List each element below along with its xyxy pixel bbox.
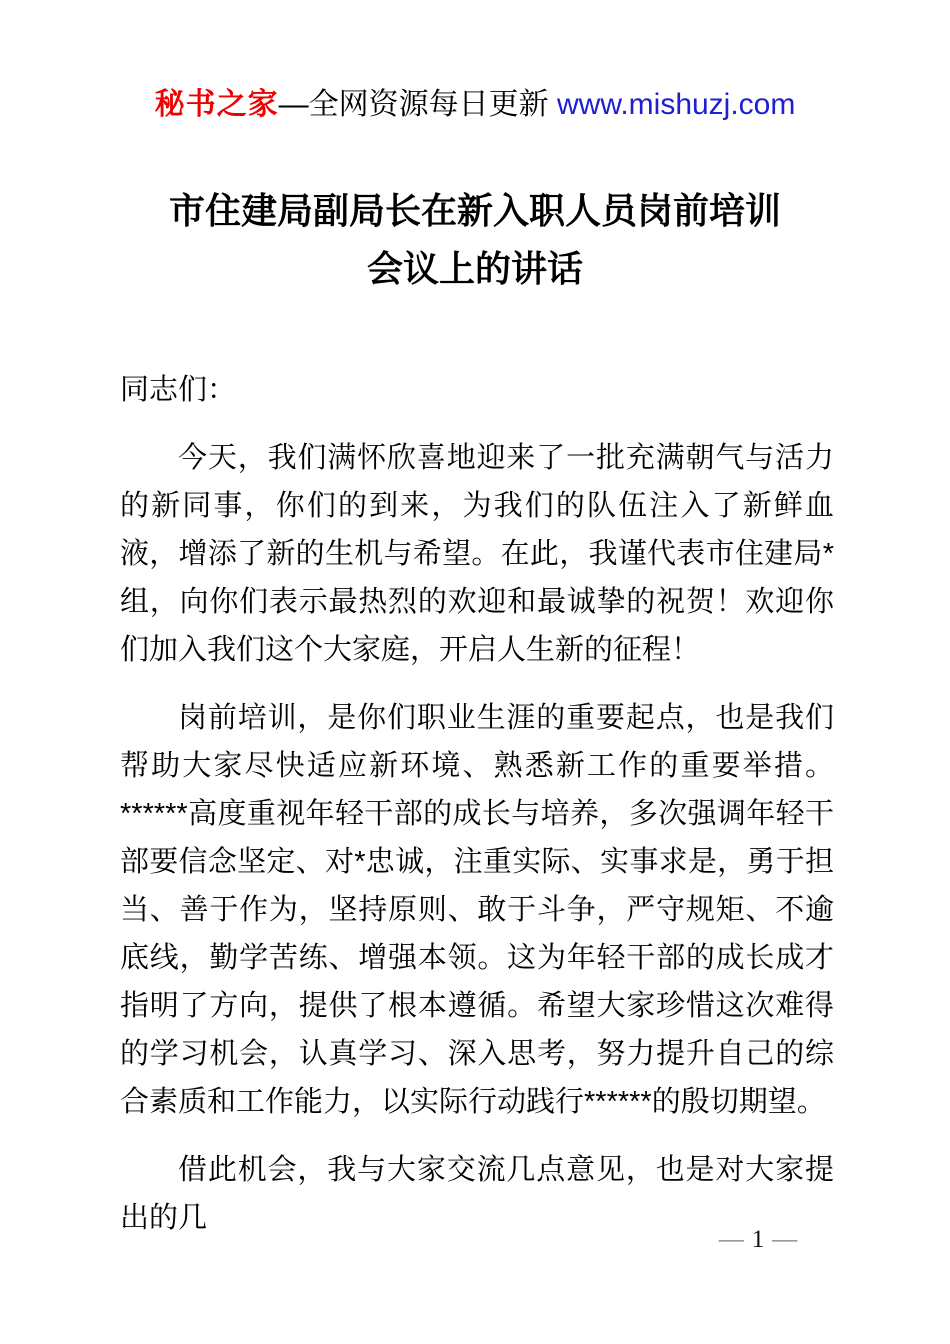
site-url-link[interactable]: www.mishuzj.com xyxy=(556,88,796,121)
paragraph-1: 今天，我们满怀欣喜地迎来了一批充满朝气与活力的新同事，你们的到来，为我们的队伍注入了新鲜血液，增添了新的生机与希望。在此，我谨代表市住建局*组，向你们表示最热烈的欢迎和最诚挚的祝贺！欢迎你们加入我们这个大家庭，开启人生新的征程！ xyxy=(120,442,834,666)
paragraph-3: 借此机会，我与大家交流几点意见，也是对大家提出的几 xyxy=(120,1154,834,1234)
salutation: 同志们： xyxy=(120,374,237,406)
site-tagline: —全网资源每日更新 xyxy=(278,88,557,121)
page-number-value: 1 xyxy=(751,1226,765,1253)
title-line-2: 会议上的讲话 xyxy=(366,248,583,289)
page-number xyxy=(658,1222,858,1258)
site-brand: 秘书之家 xyxy=(154,88,279,121)
page-number-left-dash: — xyxy=(718,1226,744,1253)
page-number-right-dash: — xyxy=(772,1226,798,1253)
document-body xyxy=(120,366,834,1262)
title-line-1: 市住建局副局长在新入职人员岗前培训 xyxy=(168,190,781,231)
paragraph-2: 岗前培训，是你们职业生涯的重要起点，也是我们帮助大家尽快适应新环境、熟悉新工作的重要举措。******高度重视年轻干部的成长与培养，多次强调年轻干部要信念坚定、对*忠诚，注重实际、实事求是，勇于担当、善于作为，坚持原则、敢于斗争，严守规矩、不逾底线，勤学苦练、增强本领。这为年轻干部的成长成才指明了方向，提供了根本遵循。希望大家珍惜这次难得的学习机会，认真学习、深入思考，努力提升自己的综合素质和工作能力，以实际行动践行******的殷切期望。 xyxy=(120,702,834,1118)
site-header xyxy=(0,84,950,126)
document-title xyxy=(0,182,950,298)
